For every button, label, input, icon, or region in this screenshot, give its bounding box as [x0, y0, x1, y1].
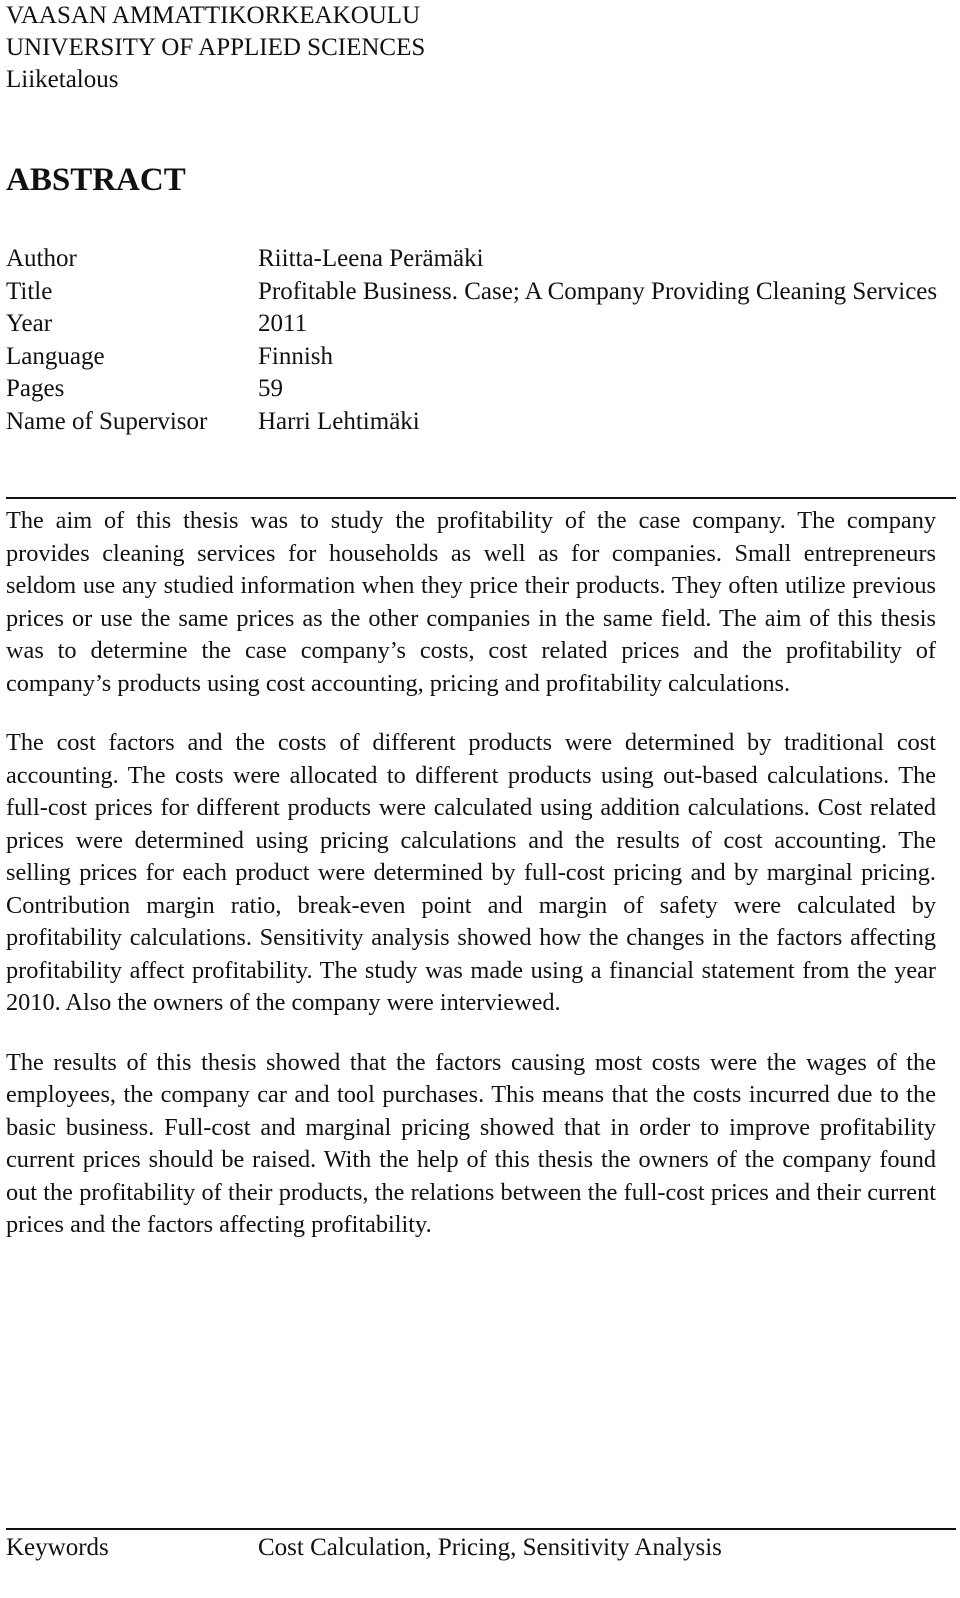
- abstract-page: [6, 0, 946, 1561]
- meta-value: Riitta-Leena Perämäki: [258, 245, 484, 272]
- meta-label: Name of Supervisor: [6, 407, 208, 435]
- meta-label: Language: [6, 342, 105, 370]
- abstract-heading: ABSTRACT: [6, 162, 186, 198]
- meta-row-year: [6, 308, 946, 341]
- meta-label: Title: [6, 277, 53, 305]
- meta-label: Author: [6, 245, 77, 272]
- meta-value: Finnish: [258, 342, 334, 370]
- meta-label: Year: [6, 310, 53, 337]
- meta-value: Harri Lehtimäki: [258, 407, 420, 435]
- abstract-paragraph: The aim of this thesis was to study the profitability of the case company. The company provides cleaning services for households as well as for companies. Small entrepreneurs seldom use any studied information when they price their products. They often utilize previous prices or use the same prices as the other companies in the same field. The aim of this thesis was to determine the case company’s costs, cost related prices and the profitability of company’s products using cost accounting, pricing and profitability calculations.: [6, 507, 936, 697]
- meta-label: Pages: [6, 375, 65, 402]
- abstract-paragraph: The results of this thesis showed that the factors causing most costs were the wages of the employees, the company car and tool purchases. This means that the costs incurred due to the basic business. Full-cost and marginal pricing showed that in order to improve profitability current prices should be raised. With the help of this thesis the owners of the company found out the profitability of their products, the relations between the full-cost prices and their current prices and the factors affecting profitability.: [6, 1048, 936, 1238]
- meta-row-supervisor: [6, 406, 946, 439]
- keywords-value: Cost Calculation, Pricing, Sensitivity Analysis: [258, 1534, 722, 1561]
- meta-row-pages: [6, 373, 946, 406]
- institution-header: [6, 0, 946, 96]
- institution-name-english: UNIVERSITY OF APPLIED SCIENCES: [6, 34, 426, 61]
- divider-top: [6, 497, 956, 499]
- abstract-paragraph: The cost factors and the costs of different products were determined by traditional cost accounting. The costs were allocated to different products using out-based calculations. The full-cost prices for different products were calculated using addition calculations. Cost related prices were determined using pricing calculations and the results of cost accounting. The selling prices for each product were determined by full-cost pricing and by marginal pricing. Contribution margin ratio, break-even point and margin of safety were calculated by profitability calculations. Sensitivity analysis showed how the changes in the factors affecting profitability affect profitability. The study was made using a financial statement from the year 2010. Also the owners of the company were interviewed.: [6, 729, 936, 1016]
- meta-value: Profitable Business. Case; A Company Providing Cleaning Services: [258, 277, 938, 305]
- keywords-label: Keywords: [6, 1534, 109, 1561]
- meta-value: 59: [258, 375, 283, 402]
- degree-programme: Liiketalous: [6, 66, 119, 93]
- keywords-row: [6, 1532, 946, 1564]
- institution-name-finnish: VAASAN AMMATTIKORKEAKOULU: [6, 2, 421, 29]
- thesis-metadata-table: [6, 243, 946, 438]
- meta-row-author: [6, 243, 946, 276]
- meta-value: 2011: [258, 310, 308, 337]
- meta-row-language: [6, 341, 946, 374]
- meta-row-title: [6, 276, 946, 309]
- divider-bottom: [6, 1528, 956, 1530]
- abstract-body: [6, 505, 936, 1269]
